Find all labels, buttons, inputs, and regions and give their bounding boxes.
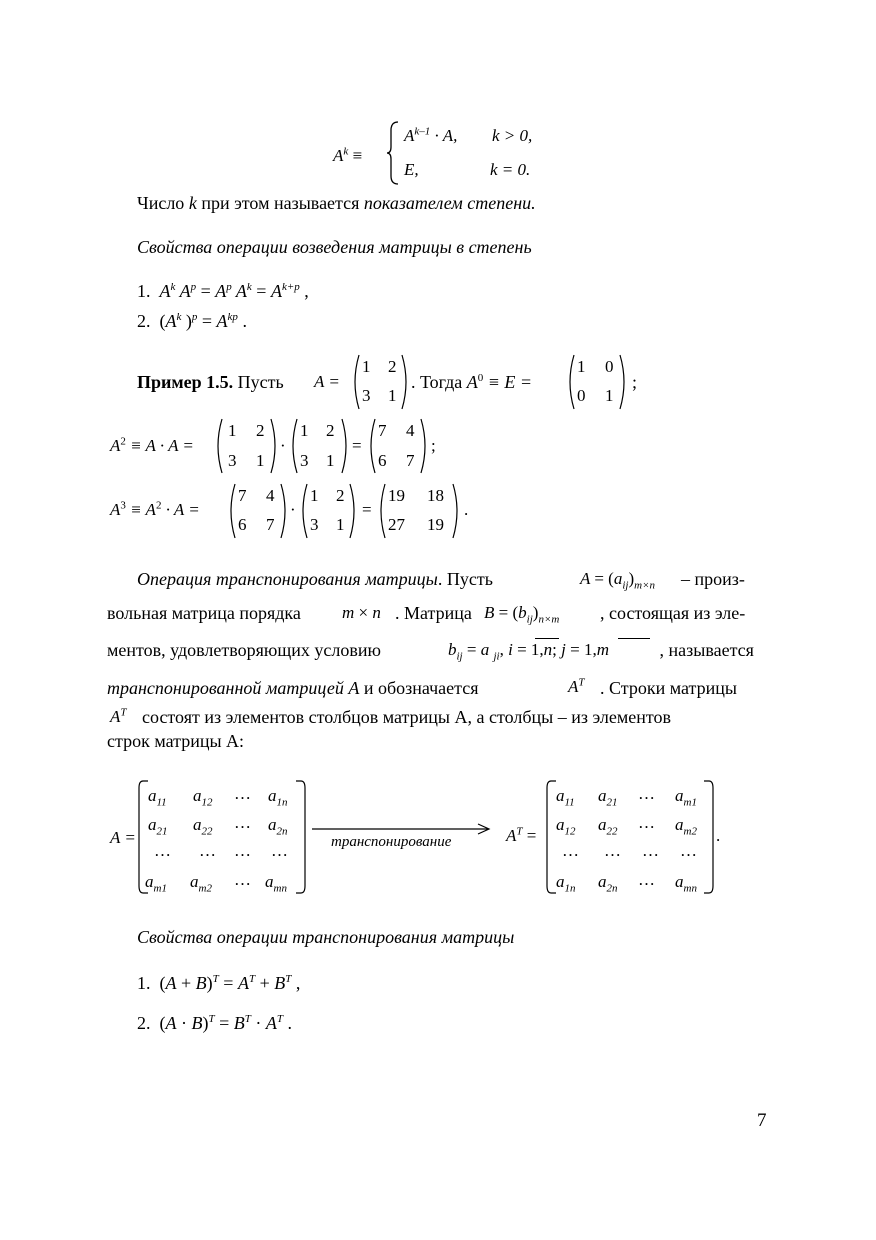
diagram-right-label: $A^T$ =	[506, 825, 537, 845]
a2-eq: =	[352, 436, 362, 455]
transpose-line-2b: . Матрица	[395, 603, 472, 623]
transpose-line-5: состоят из элементов столбцов матрицы A, а столбцы – из элементов	[142, 707, 671, 727]
transpose-line-3a: ментов, удовлетворяющих условию	[107, 640, 381, 660]
a3-res-left-paren	[376, 483, 386, 539]
a2-m2-left-paren	[288, 418, 298, 474]
transpose-line-2-formula: $B = (b_{ij})_{n\times m}$	[484, 603, 560, 626]
transpose-line-2a: вольная матрица порядка	[107, 603, 301, 623]
a2-res-left-paren	[366, 418, 376, 474]
matrix-a-left-paren	[350, 354, 360, 410]
page-number: 7	[757, 1110, 767, 1131]
exponent-note: Число k при этом называется показателем степени.	[137, 193, 536, 213]
a3-m1-left-paren	[226, 483, 236, 539]
transpose-line-2c: , состоящая из эле-	[600, 603, 746, 623]
example-a-eq: A =	[314, 372, 340, 391]
a3-dot: ·	[290, 500, 296, 519]
a3-m2-right-paren	[349, 483, 359, 539]
matrix-e-left-paren	[565, 354, 575, 410]
power-prop-1: 1. $A^k$ $A^p = A^p$ $A^k = A^{k+p}$ ,	[137, 281, 309, 301]
a3-eq: =	[362, 500, 372, 519]
a2-dot: ·	[280, 436, 286, 455]
transpose-line-1-formula: $A = (a_{ij})_{m\times n}$	[580, 569, 655, 592]
transpose-line-3-formula: $b_{ij} = a$ $_{ji}$, i = 1,n; j = 1,m	[448, 640, 610, 663]
a3-lhs: $A^3 \equiv A^2 \cdot A$ =	[110, 499, 200, 519]
power-def-lhs: $A^k$ ≡	[333, 145, 363, 165]
power-prop-2: 2. ($A^k$ )$^p = A^{kp}$ .	[137, 311, 247, 331]
piecewise-cond-1: k > 0,	[492, 126, 533, 145]
a2-lhs: $A^2 \equiv A \cdot A$ =	[110, 435, 194, 455]
overline-m	[618, 638, 650, 639]
transpose-line-2-order: m × n	[342, 603, 381, 622]
a3-m1-right-paren	[280, 483, 290, 539]
power-props-heading: Свойства операции возведения матрицы в степень	[137, 237, 532, 257]
overline-n	[535, 638, 559, 639]
example-semicolon-1: ;	[632, 372, 638, 392]
piecewise-case-1: $A^{k-1} \cdot A$,	[404, 125, 458, 145]
transposed-right-paren	[703, 780, 715, 894]
transpose-line-3-end: , называется	[659, 640, 754, 660]
transpose-line-6: строк матрицы A:	[107, 731, 245, 751]
transpose-prop-1: 1. $(A + B)^T = A^T + B^T$ ,	[137, 973, 301, 993]
example-semicolon-2: ;	[431, 436, 436, 455]
a3-period: .	[464, 500, 469, 519]
a2-m1-left-paren	[213, 418, 223, 474]
transpose-line-1-end: – произ-	[681, 569, 745, 589]
piecewise-cond-2: k = 0.	[490, 160, 531, 179]
transpose-line-4-sym: $A^T$	[568, 676, 585, 696]
transpose-prop-2: 2. $(A \cdot B)^T = B^T \cdot A^T$ .	[137, 1013, 293, 1033]
diagram-period: .	[716, 826, 721, 845]
transpose-line-5-sym: $A^T$	[110, 706, 127, 726]
a3-m2-left-paren	[298, 483, 308, 539]
matrix-a-right-paren	[401, 354, 411, 410]
piecewise-brace	[386, 120, 400, 186]
piecewise-case-2: E,	[404, 160, 419, 179]
a3-res-right-paren	[452, 483, 462, 539]
example-then: . Тогда $A^0 \equiv E$ =	[411, 372, 533, 392]
transpose-props-heading: Свойства операции транспонирования матрицы	[137, 927, 515, 947]
a2-res-right-paren	[420, 418, 430, 474]
a2-m1-right-paren	[270, 418, 280, 474]
transpose-line-4: транспонированной матрицей A и обозначается	[107, 678, 479, 698]
transpose-line-4-end: . Строки матрицы	[600, 678, 737, 698]
transpose-line-1: Операция транспонирования матрицы. Пусть	[137, 569, 493, 589]
general-right-paren	[295, 780, 307, 894]
example-intro: Пример 1.5. Пусть	[137, 372, 284, 392]
diagram-left-label: A =	[110, 828, 136, 847]
a2-m2-right-paren	[341, 418, 351, 474]
arrow-label: транспонирование	[331, 834, 452, 850]
matrix-e-right-paren	[619, 354, 629, 410]
